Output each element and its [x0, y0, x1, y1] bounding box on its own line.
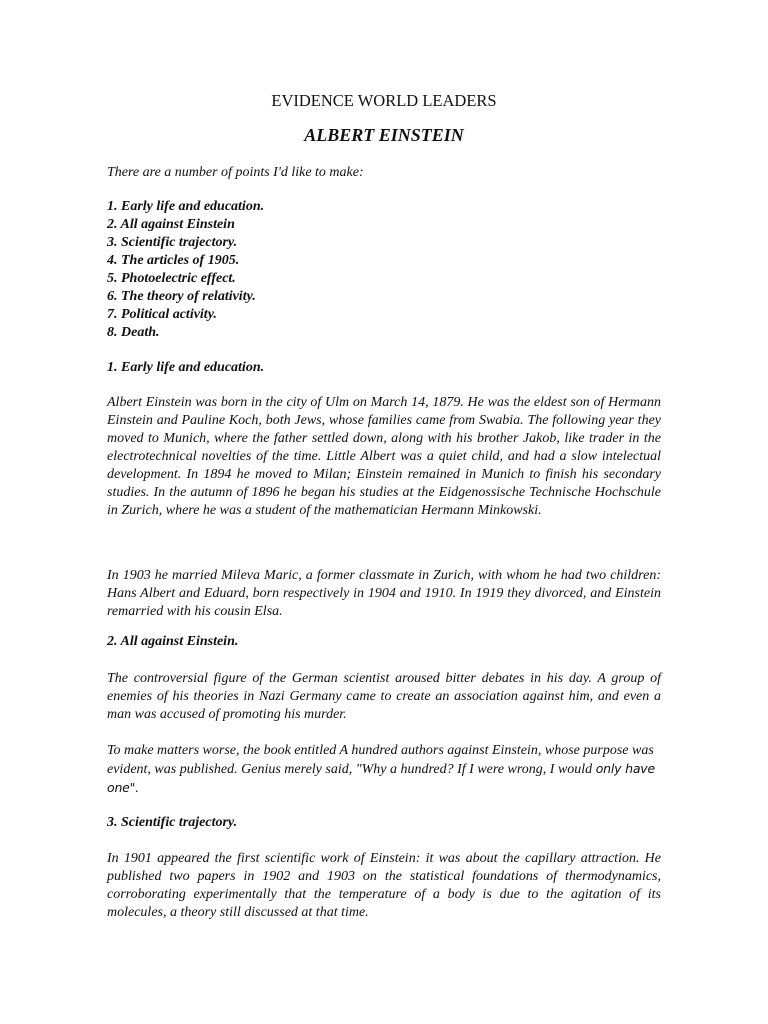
outline-item: 6. The theory of relativity.	[107, 289, 256, 304]
paragraph-early-life: Albert Einstein was born in the city of Ulm on March 14, 1879. He was the eldest son of Hermann Einstein and Pauline Koch, both Jews, whose families came from Swabia. The following year they moved to Munich, where the father settled down, along with his brother Jakob, like trader in the electrotechnical novelties of the time. Little Albert was a quiet child, and had a slow intelectual development. In 1894 he moved to Milan; Einstein remained in Munich to finish his secondary studies. In the autumn of 1896 he began his studies at the Eidgenossische Technische Hochschule in Zurich, where he was a student of the mathematician Hermann Minkowski.	[107, 395, 661, 518]
hundred-authors-text: To make matters worse, the book entitled A hundred authors against Einstein, whose purpose was evident, was published. Genius merely said, "Why a hundred? If I were wrong, I would	[107, 743, 654, 777]
paragraph-hundred-authors	[107, 742, 661, 798]
outline-item: 4. The articles of 1905.	[107, 253, 240, 268]
outline-item: 7. Political activity.	[107, 307, 217, 322]
document-title: EVIDENCE WORLD LEADERS	[271, 91, 497, 110]
outline-item: 1. Early life and education.	[107, 199, 265, 214]
section-heading-scientific-trajectory: 3. Scientific trajectory.	[107, 815, 238, 830]
outline-item: 2. All against Einstein	[107, 217, 235, 232]
outline-item: 8. Death.	[107, 325, 160, 340]
paragraph-scientific-trajectory: In 1901 appeared the first scientific work of Einstein: it was about the capillary attraction. He published two papers in 1902 and 1903 on the statistical foundations of thermodynamics, corroborating experimentally that the temperature of a body is due to the agitation of its molecules, a theory still discussed at that time.	[107, 851, 661, 920]
section-heading-early-life: 1. Early life and education.	[107, 360, 265, 375]
paragraph-marriage: In 1903 he married Mileva Maric, a former classmate in Zurich, with whom he had two children: Hans Albert and Eduard, born respectively in 1904 and 1910. In 1919 they divorced, and Einstein remarried with his cousin Elsa.	[107, 568, 661, 619]
outline-item: 3. Scientific trajectory.	[107, 235, 238, 250]
section-heading-all-against: 2. All against Einstein.	[107, 634, 239, 649]
intro-paragraph: There are a number of points I'd like to make:	[107, 165, 364, 180]
outline-item: 5. Photoelectric effect.	[107, 271, 236, 286]
quote-tail: only have one".	[107, 761, 655, 795]
paragraph-controversy: The controversial figure of the German scientist aroused bitter debates in his day. A group of enemies of his theories in Nazi Germany came to create an association against him, and even a man was accused of promoting his murder.	[107, 671, 661, 722]
outline-list	[107, 198, 661, 342]
document-subtitle: ALBERT EINSTEIN	[304, 125, 464, 145]
